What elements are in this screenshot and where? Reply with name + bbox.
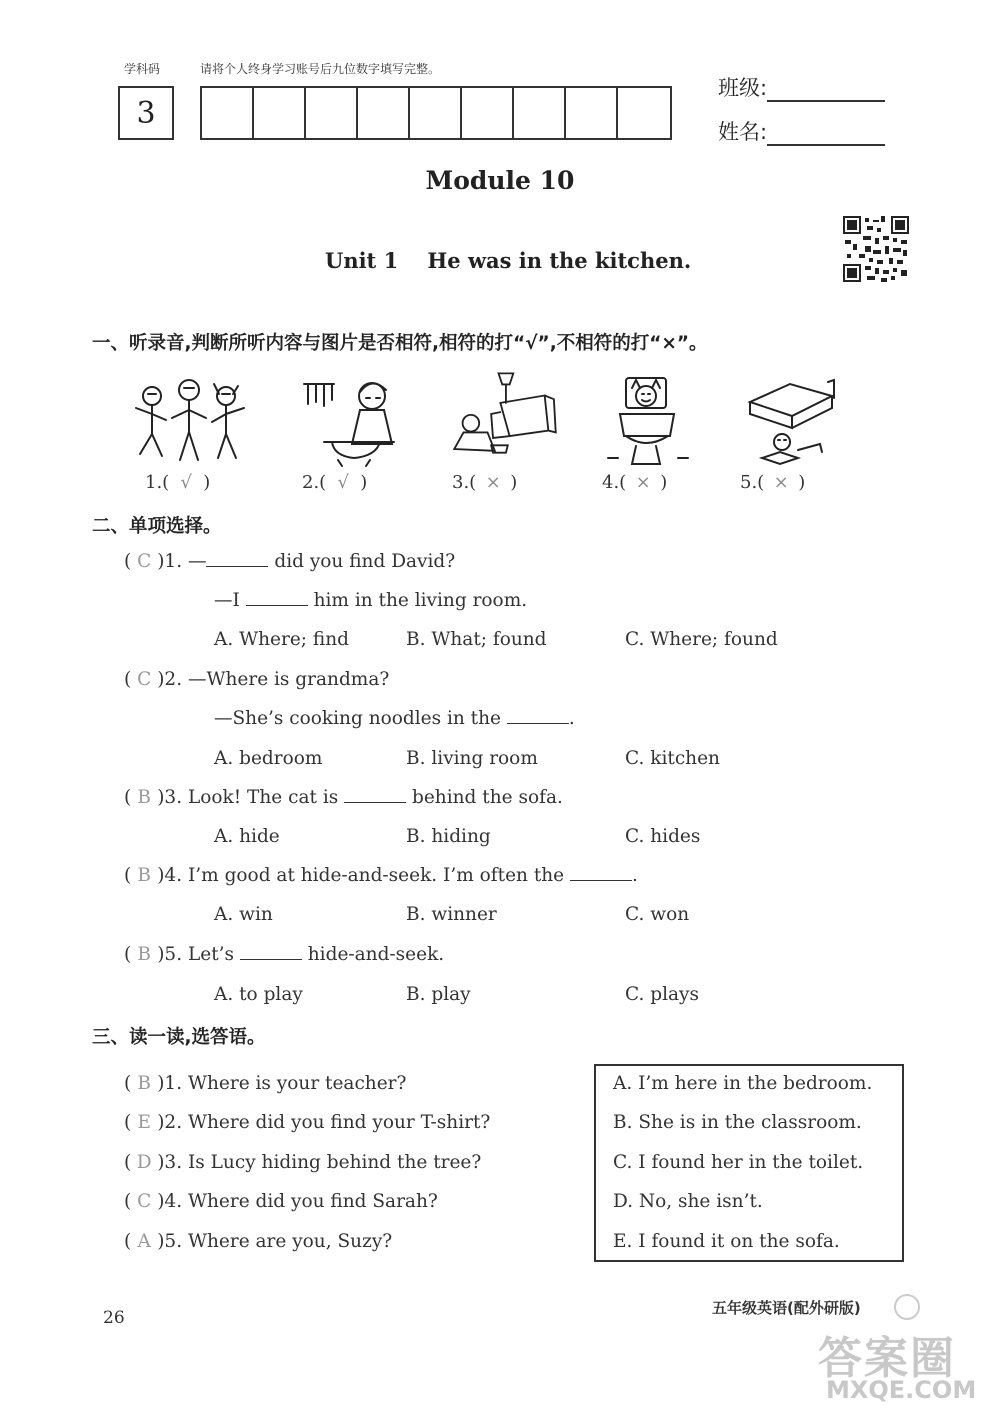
digit-cell[interactable] <box>254 88 306 138</box>
answer-blank[interactable] <box>206 552 268 567</box>
option-c: C. Where; found <box>625 629 778 650</box>
option-b: B. winner <box>406 904 497 925</box>
watermark-url: MXQE.COM <box>826 1376 977 1404</box>
option-a: A. Where; find <box>214 629 350 650</box>
question-text: )3. Look! The cat is <box>157 787 345 808</box>
item-close: ) <box>798 472 806 493</box>
digit-cell[interactable] <box>358 88 410 138</box>
digit-cell[interactable] <box>566 88 618 138</box>
answer-mark[interactable]: × <box>635 472 651 493</box>
option-b: B. What; found <box>406 629 547 650</box>
mc-question-3: ( B )3. Look! The cat is behind the sofa. <box>124 787 563 808</box>
option-c: C. kitchen <box>625 748 720 769</box>
question-text: hide-and-seek. <box>301 944 445 965</box>
mc-question-5: ( B )5. Let’s hide-and-seek. <box>124 944 445 965</box>
mc-question-1: ( C )1. — did you find David? <box>124 551 456 572</box>
section1-item-1 <box>145 472 210 493</box>
answer-blank[interactable] <box>240 945 302 960</box>
answer-mark[interactable]: √ <box>180 472 192 493</box>
bathroom-cat-picture <box>592 374 722 469</box>
match-question-1: ( B )1. Where is your teacher? <box>124 1073 407 1094</box>
item-close: ) <box>660 472 668 493</box>
living-room-picture <box>440 366 570 461</box>
item-number: 1.( <box>145 472 170 493</box>
bedroom-reading-picture <box>740 374 870 469</box>
answer-letter[interactable]: D <box>136 1152 152 1173</box>
answer-option-b: B. She is in the classroom. <box>613 1112 862 1133</box>
section1-item-2 <box>302 472 367 493</box>
section2-heading: 二、单项选择。 <box>92 516 222 537</box>
digit-cell[interactable] <box>202 88 254 138</box>
answer-letter[interactable]: B <box>137 1073 152 1094</box>
account-instruction: 请将个人终身学习账号后九位数字填写完整。 <box>200 62 441 76</box>
question-text: —She’s cooking noodles in the <box>214 708 507 729</box>
question-text: )4. Where did you find Sarah? <box>157 1191 438 1212</box>
item-close: ) <box>510 472 518 493</box>
unit-subtitle: Unit 1 He was in the kitchen. <box>325 248 692 273</box>
option-c: C. hides <box>625 826 701 847</box>
question-text: )5. Let’s <box>157 944 240 965</box>
item-number: 2.( <box>302 472 327 493</box>
question-text: )2. —Where is grandma? <box>157 669 390 690</box>
question-text: him in the living room. <box>307 590 528 611</box>
section1-item-5 <box>740 472 805 493</box>
answer-letter[interactable]: B <box>137 944 152 965</box>
match-question-5: ( A )5. Where are you, Suzy? <box>124 1231 393 1252</box>
option-c: C. plays <box>625 984 699 1005</box>
name-line[interactable] <box>767 122 885 146</box>
question-text: )2. Where did you find your T-shirt? <box>157 1112 491 1133</box>
answer-option-e: E. I found it on the sofa. <box>613 1231 840 1252</box>
answer-letter[interactable]: C <box>137 1191 152 1212</box>
item-close: ) <box>360 472 368 493</box>
question-text: )4. I’m good at hide-and-seek. I’m often the <box>157 865 570 886</box>
item-number: 3.( <box>452 472 477 493</box>
question-text: . <box>568 708 575 729</box>
name-field[interactable] <box>718 116 885 146</box>
class-label: 班级: <box>718 76 768 100</box>
match-question-2: ( E )2. Where did you find your T-shirt? <box>124 1112 491 1133</box>
answer-option-a: A. I’m here in the bedroom. <box>613 1073 873 1094</box>
qr-code-icon <box>843 216 909 282</box>
question-text: )1. — <box>157 551 207 572</box>
section1-heading: 一、听录音,判断所听内容与图片是否相符,相符的打“√”,不相符的打“×”。 <box>92 333 708 354</box>
answer-option-c: C. I found her in the toilet. <box>613 1152 864 1173</box>
question-text: )3. Is Lucy hiding behind the tree? <box>157 1152 482 1173</box>
option-c: C. won <box>625 904 690 925</box>
mc-question-2: ( C )2. —Where is grandma? <box>124 669 390 690</box>
question-text: )5. Where are you, Suzy? <box>157 1231 393 1252</box>
item-close: ) <box>203 472 211 493</box>
question-text: behind the sofa. <box>406 787 563 808</box>
subject-code-value: 3 <box>136 95 156 131</box>
star-badge-icon <box>894 1294 920 1320</box>
option-b: B. living room <box>406 748 538 769</box>
class-line[interactable] <box>767 78 885 102</box>
section1-item-3 <box>452 472 517 493</box>
match-question-4: ( C )4. Where did you find Sarah? <box>124 1191 438 1212</box>
digit-cell[interactable] <box>618 88 670 138</box>
digit-cell[interactable] <box>462 88 514 138</box>
option-a: A. bedroom <box>214 748 323 769</box>
digit-cell[interactable] <box>410 88 462 138</box>
digit-cell[interactable] <box>306 88 358 138</box>
subject-code-box <box>118 86 174 140</box>
kids-playing-picture <box>124 374 254 469</box>
option-b: B. hiding <box>406 826 491 847</box>
class-field[interactable] <box>718 72 885 102</box>
answer-blank[interactable] <box>570 866 632 881</box>
option-a: A. to play <box>214 984 303 1005</box>
subject-code-label: 学科码 <box>124 62 161 76</box>
mc-question-2-line2 <box>214 708 575 729</box>
cooking-picture <box>294 374 424 469</box>
answer-letter[interactable]: B <box>137 865 152 886</box>
answer-option-d: D. No, she isn’t. <box>613 1191 763 1212</box>
page-title: Module 10 <box>425 166 575 195</box>
mc-question-4: ( B )4. I’m good at hide-and-seek. I’m often the . <box>124 865 638 886</box>
name-label: 姓名: <box>718 120 768 144</box>
match-question-3: ( D )3. Is Lucy hiding behind the tree? <box>124 1152 482 1173</box>
answer-letter[interactable]: A <box>137 1231 151 1252</box>
account-digit-boxes[interactable] <box>200 86 672 140</box>
question-text: . <box>632 865 638 886</box>
page-number: 26 <box>103 1308 125 1328</box>
item-number: 4.( <box>602 472 627 493</box>
option-a: A. hide <box>214 826 280 847</box>
option-a: A. win <box>214 904 273 925</box>
answer-mark[interactable]: × <box>773 472 789 493</box>
item-number: 5.( <box>740 472 765 493</box>
section1-item-4 <box>602 472 667 493</box>
section3-heading: 三、读一读,选答语。 <box>92 1027 266 1048</box>
watermark-logo: 答案圈 <box>818 1333 956 1384</box>
answer-blank[interactable] <box>344 788 406 803</box>
digit-cell[interactable] <box>514 88 566 138</box>
answer-blank[interactable] <box>246 591 308 606</box>
answer-blank[interactable] <box>507 709 569 724</box>
answer-letter[interactable]: E <box>137 1112 151 1133</box>
question-text: —I <box>214 590 246 611</box>
book-title: 五年级英语(配外研版) <box>712 1299 861 1317</box>
question-text: )1. Where is your teacher? <box>157 1073 407 1094</box>
option-b: B. play <box>406 984 471 1005</box>
question-text: did you find David? <box>268 551 456 572</box>
answer-letter[interactable]: C <box>137 551 152 572</box>
answer-mark[interactable]: √ <box>337 472 349 493</box>
answer-letter[interactable]: B <box>137 787 152 808</box>
mc-question-1-line2 <box>214 590 527 611</box>
answer-mark[interactable]: × <box>485 472 501 493</box>
answer-letter[interactable]: C <box>137 669 152 690</box>
